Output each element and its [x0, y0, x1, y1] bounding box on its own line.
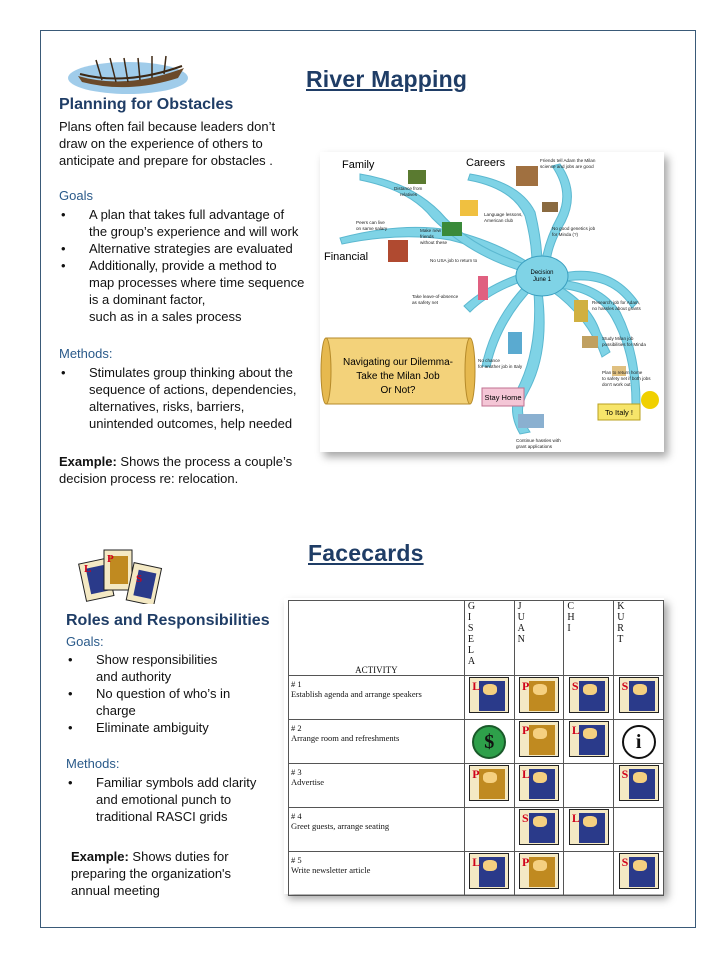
name-letter: I [467, 612, 472, 623]
svg-text:possibilities for Minda: possibilities for Minda [602, 342, 646, 347]
activity-cell: # 1 Establish agenda and arrange speakers [289, 676, 465, 720]
svg-text:Peers can live: Peers can live [356, 220, 385, 225]
svg-text:No chance: No chance [478, 358, 500, 363]
intro-line: anticipate and prepare for obstacles . [59, 153, 273, 168]
role-cell [514, 720, 564, 764]
name-letter: S [467, 623, 474, 634]
goals-list [66, 651, 276, 736]
name-header-juan [514, 601, 564, 676]
dollar-icon: $ [472, 725, 506, 759]
activity-cell: # 5 Write newsletter article [289, 852, 465, 896]
svg-text:Distance from: Distance from [394, 186, 423, 191]
role-cell [564, 720, 614, 764]
svg-text:Friends tell Adam the Milan: Friends tell Adam the Milan [540, 158, 596, 163]
face-card-p: P [519, 853, 559, 889]
name-letter: H [567, 612, 575, 623]
face-card-s: S [619, 765, 659, 801]
decision-date: June 1 [532, 277, 552, 283]
svg-text:for another job in Italy: for another job in Italy [478, 364, 523, 369]
list-item: • No question of who’s in charge [66, 685, 276, 719]
list-item: • Familiar symbols add clarity and emotional punch to traditional RASCI grids [66, 774, 276, 825]
role-cell [614, 676, 664, 720]
intro-line: draw on the experience of others to [59, 136, 263, 151]
decision-label: Decision [530, 270, 554, 276]
face-card-s: S [569, 677, 609, 713]
svg-text:L: L [84, 563, 92, 575]
svg-text:without these: without these [420, 240, 448, 245]
role-cell [464, 808, 514, 852]
name-letter: L [467, 645, 474, 656]
list-item: • Stimulates group thinking about the sequence of actions, dependencies, alternatives, risks, barriers, unintended outcomes, help needed [59, 364, 319, 432]
svg-text:no hassles about grants: no hassles about grants [592, 306, 641, 311]
role-cell [614, 764, 664, 808]
svg-text:Take leave-of-absence: Take leave-of-absence [412, 294, 459, 299]
scroll-line: Navigating our Dilemma- [342, 357, 454, 368]
name-letter: K [617, 601, 625, 612]
name-header-chi [564, 601, 614, 676]
methods-list [59, 364, 319, 432]
list-item: • A plan that takes full advantage of the group’s experience and will work [59, 206, 319, 240]
name-letter: U [617, 612, 625, 623]
intro-text [59, 118, 319, 169]
svg-text:Language lessons,: Language lessons, [484, 212, 523, 217]
activity-header: ACTIVITY [289, 601, 465, 676]
goals-label: Goals: [66, 634, 104, 649]
face-card-s: S [519, 809, 559, 845]
role-cell [614, 720, 664, 764]
name-letter: I [567, 623, 571, 634]
face-card-s: S [619, 853, 659, 889]
face-card-p: P [519, 677, 559, 713]
role-cell [564, 808, 614, 852]
table-row [289, 764, 664, 808]
name-letter: C [567, 601, 575, 612]
roles-heading: Roles and Responsibilities [66, 612, 270, 629]
name-letter: T [617, 634, 624, 645]
name-letter: U [517, 612, 525, 623]
list-item: • Alternative strategies are evaluated [59, 240, 319, 257]
financial-label: Financial [324, 251, 369, 263]
facecards-logo [78, 544, 168, 604]
svg-text:on same salary: on same salary [356, 226, 388, 231]
table-row [289, 720, 664, 764]
svg-text:Research job for Adam,: Research job for Adam, [592, 300, 641, 305]
svg-text:No USA job to return to: No USA job to return to [430, 258, 478, 263]
svg-text:for Minda (?): for Minda (?) [552, 232, 579, 237]
rasci-table [288, 600, 664, 896]
svg-text:No good genetics job: No good genetics job [552, 226, 596, 231]
role-cell [564, 676, 614, 720]
facecards-title: Facecards [308, 540, 424, 566]
list-item: • Additionally, provide a method to map processes where time sequence is a dominant factor, such as in a sales process [59, 257, 319, 325]
name-letter: J [517, 601, 522, 612]
methods-label: Methods: [66, 756, 120, 771]
to-italy-sign [598, 404, 640, 420]
face-card-l: L [469, 853, 509, 889]
activity-cell: # 4 Greet guests, arrange seating [289, 808, 465, 852]
role-cell [514, 676, 564, 720]
table-row [289, 676, 664, 720]
facecards-grid [284, 598, 664, 894]
role-cell [564, 764, 614, 808]
role-cell [514, 852, 564, 896]
face-card-s: S [619, 677, 659, 713]
family-label: Family [342, 159, 375, 171]
svg-text:as safety net: as safety net [412, 300, 439, 305]
river-map [320, 152, 664, 452]
river-mapping-title: River Mapping [306, 66, 468, 92]
list-item: • Show responsibilities and authority [66, 651, 276, 685]
svg-text:Study Milan job: Study Milan job [602, 336, 634, 341]
example-text: Example: Shows duties for preparing the organization's annual meeting [71, 849, 232, 898]
careers-label: Careers [466, 157, 506, 169]
activity-cell: # 3 Advertise [289, 764, 465, 808]
intro-line: Plans often fail because leaders don’t [59, 119, 276, 134]
role-cell [464, 852, 514, 896]
role-cell [464, 764, 514, 808]
table-row [289, 852, 664, 896]
planning-heading: Planning for Obstacles [59, 96, 234, 113]
svg-text:friends: friends [420, 234, 434, 239]
boat-illustration [66, 50, 190, 96]
goals-list [59, 206, 319, 325]
name-header-gisela [464, 601, 514, 676]
svg-text:American club: American club [484, 218, 514, 223]
svg-text:grant applications: grant applications [516, 444, 553, 449]
table-row [289, 808, 664, 852]
role-cell [464, 720, 514, 764]
stay-home-sign [482, 388, 524, 406]
role-cell [614, 808, 664, 852]
list-item: • Eliminate ambiguity [66, 719, 276, 736]
svg-text:relatives: relatives [400, 192, 418, 197]
face-card-p: P [519, 721, 559, 757]
face-card-l: L [519, 765, 559, 801]
role-cell [614, 852, 664, 896]
activity-cell: # 2 Arrange room and refreshments [289, 720, 465, 764]
name-letter: R [617, 623, 624, 634]
name-header-kurt [614, 601, 664, 676]
svg-text:to safety net if both jobs: to safety net if both jobs [602, 376, 651, 381]
svg-text:To Italy !: To Italy ! [605, 408, 633, 417]
svg-text:Continue hassles with: Continue hassles with [516, 438, 561, 443]
svg-text:P: P [107, 553, 114, 565]
svg-text:don't work out: don't work out [602, 382, 631, 387]
info-icon: i [622, 725, 656, 759]
face-card-l: L [569, 721, 609, 757]
svg-text:S: S [136, 573, 143, 585]
svg-text:Make new: Make new [420, 228, 441, 233]
face-card-l: L [469, 677, 509, 713]
face-card-p: P [469, 765, 509, 801]
name-letter: G [467, 601, 476, 612]
name-letter: A [517, 623, 525, 634]
example-text: Example: Shows the process a couple’s decision process re: relocation. [59, 454, 293, 486]
face-card-l: L [569, 809, 609, 845]
name-letter: A [467, 656, 476, 667]
svg-text:Stay Home: Stay Home [484, 393, 522, 402]
role-cell [564, 852, 614, 896]
name-letter: E [467, 634, 474, 645]
role-cell [514, 764, 564, 808]
methods-list [66, 774, 276, 825]
goals-label: Goals [59, 188, 93, 203]
svg-text:Plan to return home: Plan to return home [602, 370, 643, 375]
scroll-line: Take the Milan Job [356, 371, 440, 382]
role-cell [514, 808, 564, 852]
svg-text:science and jobs are good: science and jobs are good [540, 164, 594, 169]
dilemma-scroll [321, 338, 475, 404]
role-cell [464, 676, 514, 720]
methods-label: Methods: [59, 346, 113, 361]
name-letter: N [517, 634, 525, 645]
scroll-line: Or Not? [380, 385, 416, 396]
